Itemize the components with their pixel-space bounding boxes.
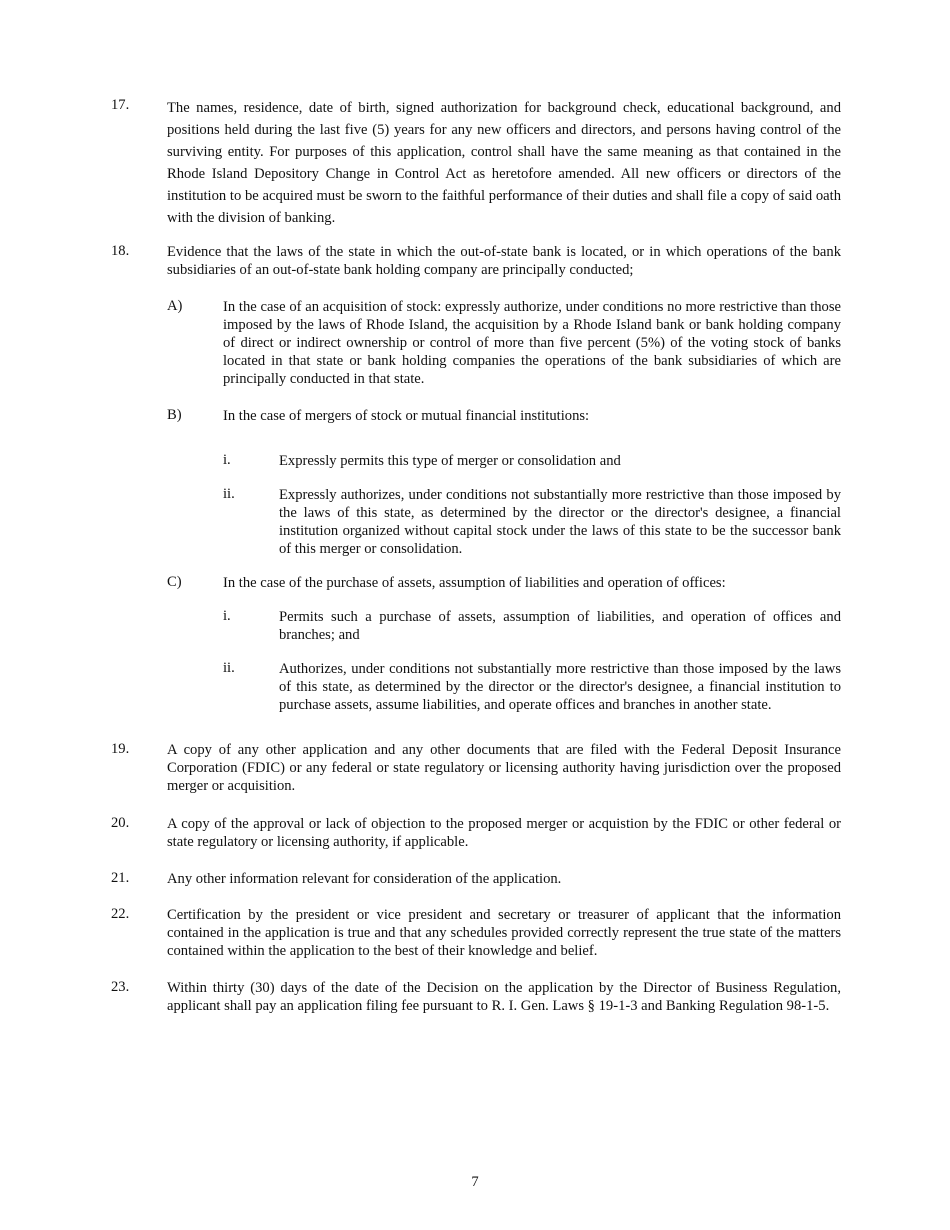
sub-sub-item-label: ii. <box>223 660 235 676</box>
item-text: Certification by the president or vice president and secretary or treasurer of applicant that the information contained in the application is true and that any schedules provided correctly represent the true state of the matters contained within the application to the best of their knowledge and belief. <box>167 907 841 960</box>
sub-item-text: In the case of mergers of stock or mutual financial institutions: <box>223 408 590 424</box>
item-text: Within thirty (30) days of the date of the Decision on the application by the Director of Business Regulation, applicant shall pay an application filing fee pursuant to R. I. Gen. Laws § 19-1-3 and Banking Regulation 98-1-5. <box>167 980 841 1015</box>
sub-sub-item-text: Expressly authorizes, under conditions not substantially more restrictive than those imposed by the laws of this state, as determined by the director or the director's designee, a financial institution organized without capital stock under the laws of this state to be the successor bank of this merger or consolidation. <box>279 487 841 558</box>
item-number: 20. <box>111 815 130 831</box>
sub-item-label: B) <box>167 407 182 423</box>
item-text: Any other information relevant for consideration of the application. <box>167 871 562 887</box>
sub-sub-item-text: Authorizes, under conditions not substantially more restrictive than those imposed by the laws of this state, as determined by the director or the director's designee, a financial institution to purchase assets, assume liabilities, and operate offices and branches in another state. <box>279 661 841 714</box>
item-number: 22. <box>111 906 130 922</box>
item-number: 21. <box>111 870 130 886</box>
item-number: 23. <box>111 979 130 995</box>
sub-item-label: A) <box>167 298 183 314</box>
item-number: 17. <box>111 97 130 113</box>
sub-item-text: In the case of the purchase of assets, assumption of liabilities and operation of offices: <box>223 575 726 591</box>
sub-sub-item-label: i. <box>223 608 231 624</box>
item-number: 19. <box>111 741 130 757</box>
item-text: Evidence that the laws of the state in which the out-of-state bank is located, or in which operations of the bank subsidiaries of an out-of-state bank holding company are principally conducted; <box>167 244 841 279</box>
item-text: A copy of the approval or lack of objection to the proposed merger or acquistion by the FDIC or other federal or state regulatory or licensing authority, if applicable. <box>167 816 841 851</box>
sub-sub-item-text: Permits such a purchase of assets, assumption of liabilities, and operation of offices and branches; and <box>279 609 841 644</box>
page-number: 7 <box>471 1174 479 1190</box>
item-text: A copy of any other application and any other documents that are filed with the Federal Deposit Insurance Corporation (FDIC) or any federal or state regulatory or licensing authority having jurisdiction over the proposed merger or acquisition. <box>167 742 841 795</box>
sub-sub-item-text: Expressly permits this type of merger or consolidation and <box>279 453 621 469</box>
sub-item-label: C) <box>167 574 182 590</box>
item-text: The names, residence, date of birth, signed authorization for background check, educational background, and positions held during the last five (5) years for any new officers and directors, and persons having control of the surviving entity. For purposes of this application, control shall have the same meaning as that contained in the Rhode Island Depository Change in Control Act as heretofore amended. All new officers or directors of the institution to be acquired must be sworn to the faithful performance of their duties and shall file a copy of said oath with the division of banking. <box>167 100 841 226</box>
item-number: 18. <box>111 243 130 259</box>
sub-sub-item-label: i. <box>223 452 231 468</box>
sub-item-text: In the case of an acquisition of stock: expressly authorize, under conditions no more restrictive than those imposed by the laws of Rhode Island, the acquisition by a Rhode Island bank or bank holding company of direct or indirect ownership or control of more than five percent (5%) of the voting stock of banks located in that state or bank holding companies the operations of the bank subsidiaries of which are principally conducted in that state. <box>223 299 841 388</box>
sub-sub-item-label: ii. <box>223 486 235 502</box>
